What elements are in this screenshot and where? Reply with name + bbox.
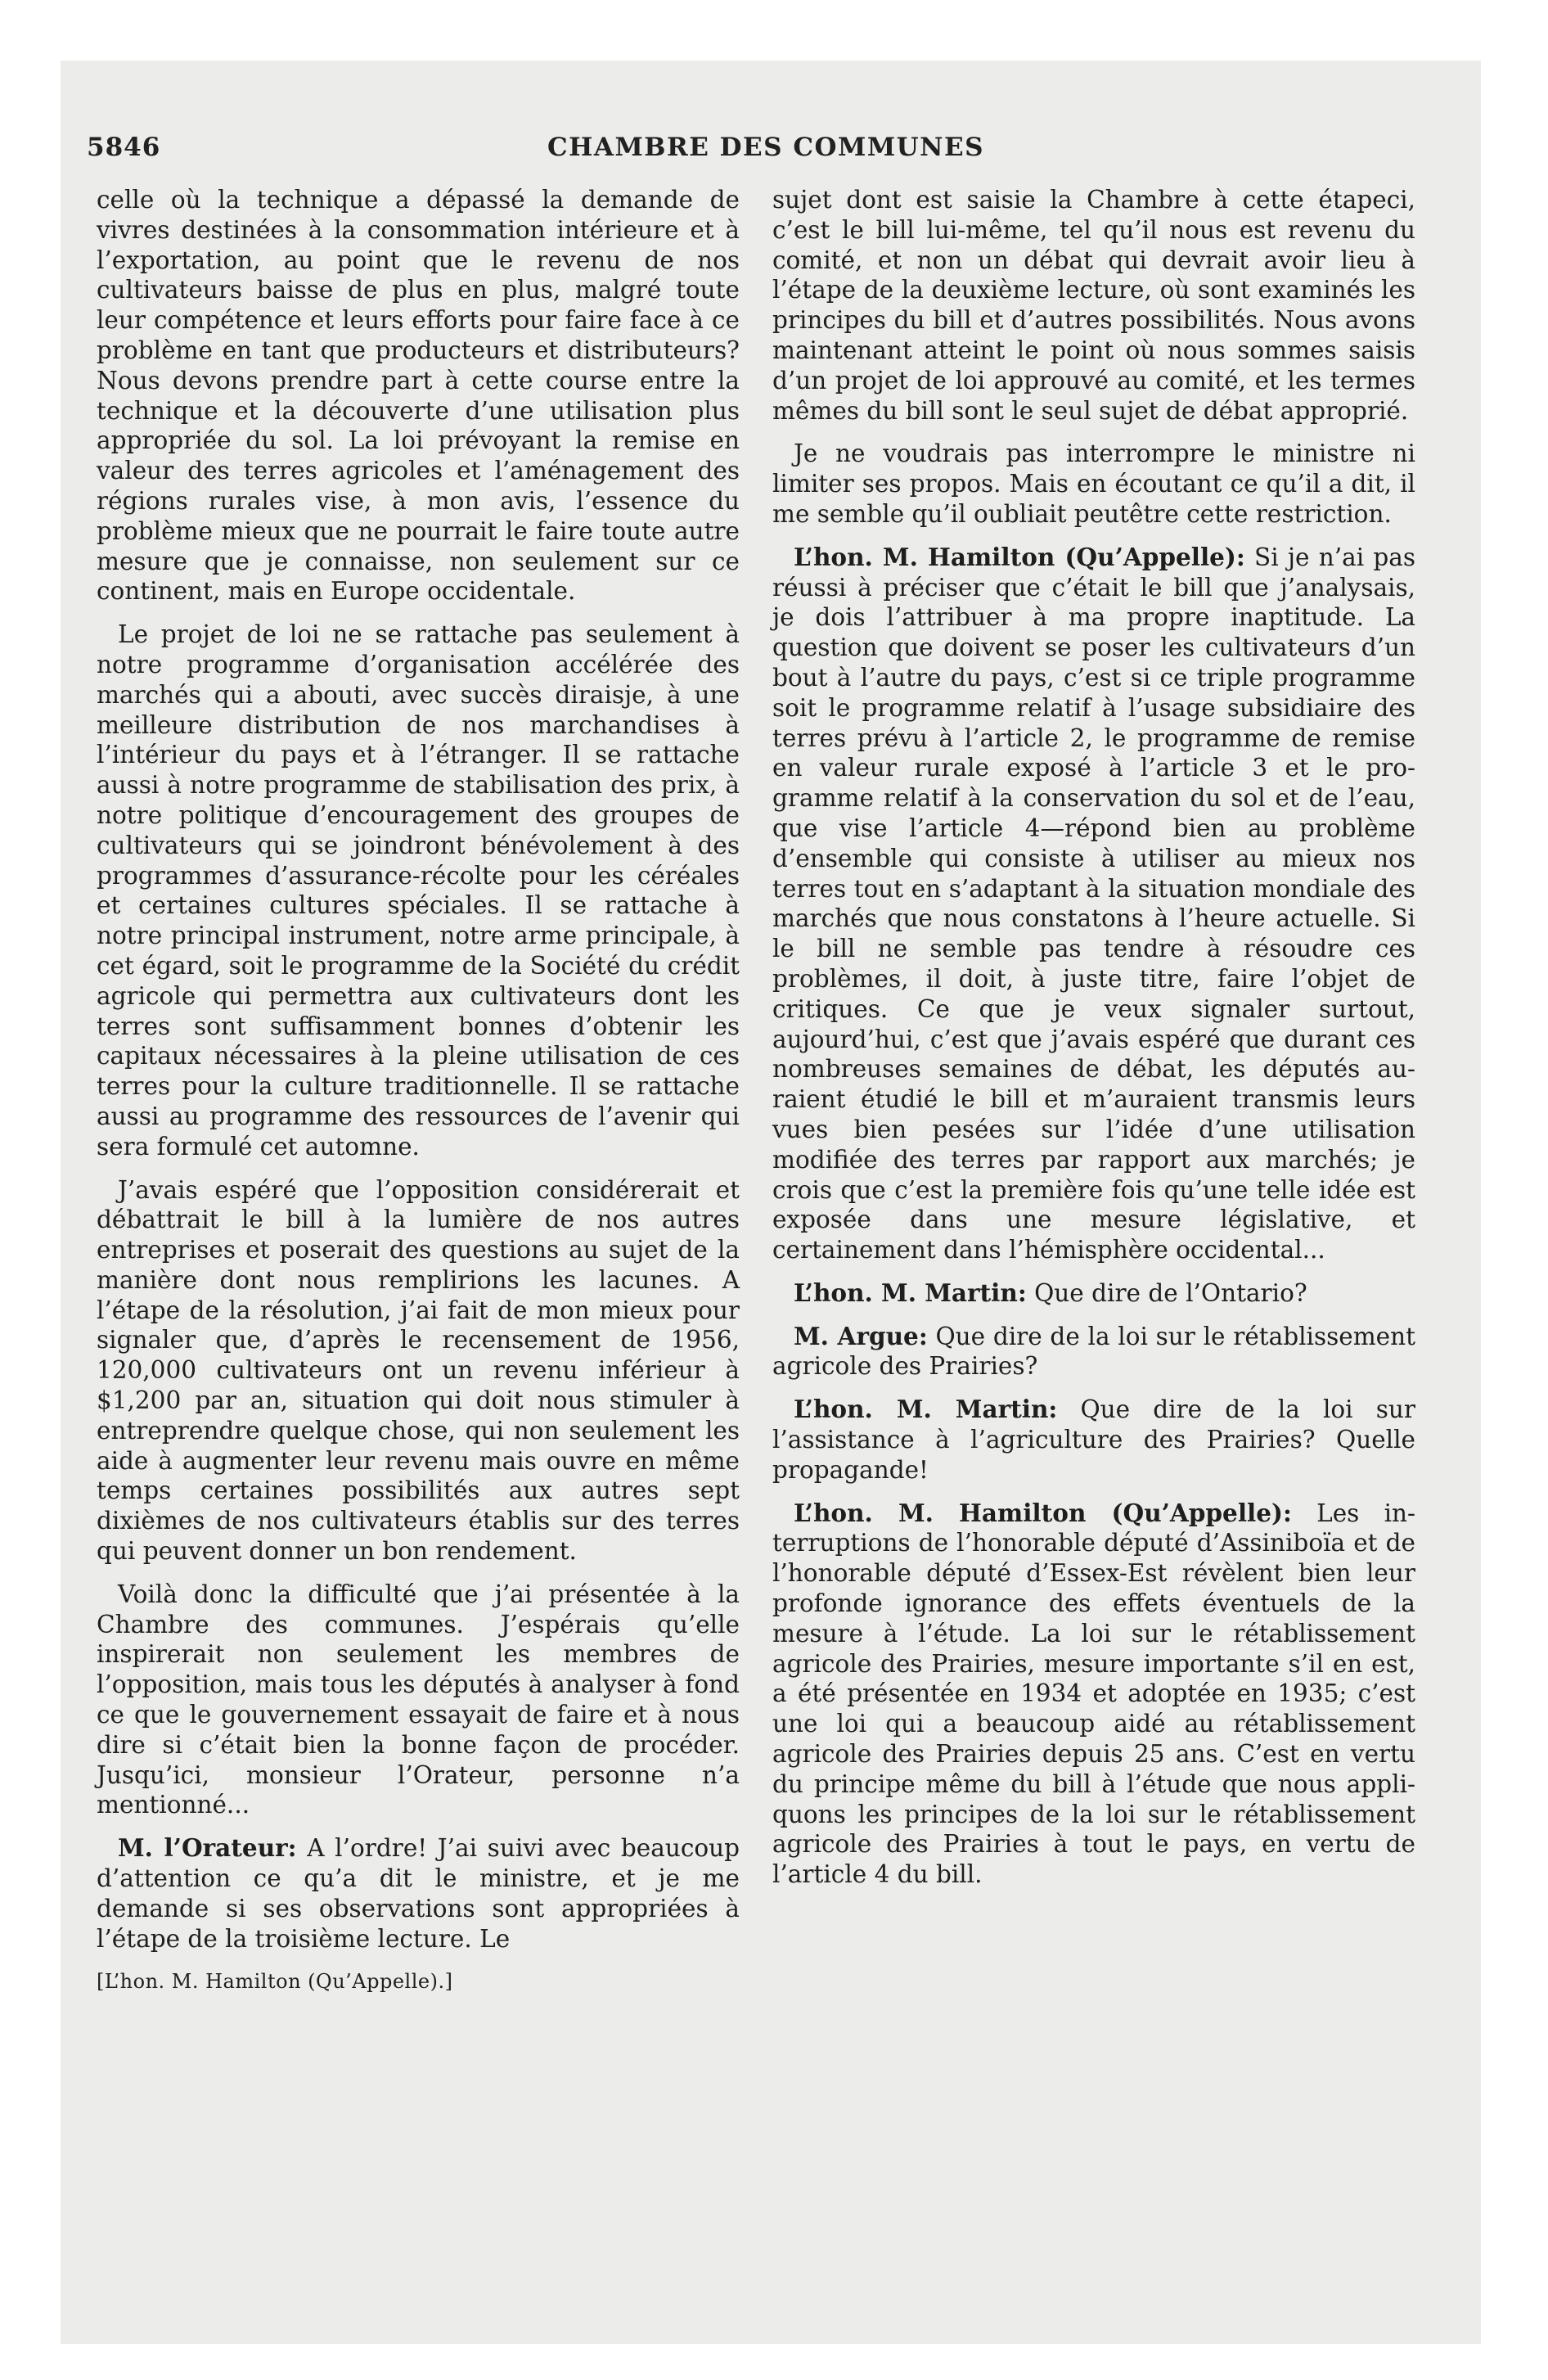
speech-text: Que dire de la loi sur le rétablissement agricole des Prairies? bbox=[772, 1322, 1415, 1381]
speech-text: Que dire de l’Ontario? bbox=[1026, 1278, 1307, 1307]
speech-paragraph bbox=[772, 1395, 1415, 1485]
speaker-name: L’hon. M. Martin: bbox=[794, 1278, 1027, 1307]
speech-text: Les interruptions de l’honorable député d’Assiniboïa et de l’honorable député d’Essex-Est révèlent bien leur profonde ignorance des effets éventuels de la mesure à l’étude. La loi sur le rétablissement agricole des Prairies, mesure importante s’il en est, a été présentée en 1934 et adoptée en 1935; c’est une loi qui a beaucoup aidé au rétablissement agricole des Prairies depuis 25 ans. C’est en vertu du principe même du bill à l’étude que nous appliquons les principes de la loi sur le rétablissement agricole des Prairies à tout le pays, en vertu de l’article 4 du bill. bbox=[772, 1499, 1415, 1889]
speech-text: A l’ordre! J’ai suivi avec beaucoup d’attention ce qu’a dit le ministre, et je me demande si ses observations sont appropriées à l’étape de la troisième lecture. Le bbox=[97, 1834, 740, 1953]
speaker-name: L’hon. M. Martin: bbox=[794, 1395, 1058, 1424]
speaker-name: L’hon. M. Hamilton (Qu’Appelle): bbox=[794, 542, 1245, 571]
paragraph: celle où la technique a dépassé la demande de vivres destinées à la consommation intérieure et à l’exportation, au point que le revenu de nos cultivateurs baisse de plus en plus, malgré toute leur compétence et leurs efforts pour faire face à ce problème en tant que producteurs et distributeurs? Nous devons prendre part à cette course entre la technique et la découverte d’une utilisation plus appropriée du sol. La loi prévoyant la remise en valeur des terres agricoles et l’aménagement des régions rurales vise, à mon avis, l’essence du problème mieux que ne pourrait le faire toute autre mesure que je connaisse, non seulement sur ce continent, mais en Europe occidentale. bbox=[97, 186, 740, 606]
speech-paragraph bbox=[97, 1833, 740, 1954]
page-number: 5846 bbox=[87, 133, 161, 162]
speaker-name: M. Argue: bbox=[794, 1321, 928, 1350]
speaker-name: L’hon. M. Hamilton (Qu’Appelle): bbox=[794, 1498, 1292, 1527]
speech-text: Si je n’ai pas réussi à préciser que c’était le bill que j’analysais, je dois l’attribuer à ma propre inaptitude. La question que doivent se poser les cultivateurs d’un bout à l’autre du pays, c’est si ce triple programme soit le programme relatif à l’usage subsidiaire des terres prévu à l’article 2, le programme de remise en valeur rurale exposé à l’article 3 et le programme relatif à la conservation du sol et de l’eau, que vise l’article 4—répond bien au problème d’ensemble qui consiste à utiliser au mieux nos terres tout en s’adaptant à la situation mondiale des marchés que nous constatons à l’heure actuelle. Si le bill ne semble pas tendre à résoudre ces problèmes, il doit, à juste titre, faire l’objet de critiques. Ce que je veux signaler surtout, aujourd’hui, c’est que j’avais espéré que durant ces nombreuses semaines de débat, les députés auraient étudié le bill et m’auraient transmis leurs vues bien pesées sur l’idée d’une utilisation modifiée des terres par rapport aux marchés; je crois que c’est la première fois qu’une telle idée est exposée dans une mesure législative, et certainement dans l’hémisphère occidental... bbox=[772, 543, 1415, 1264]
speech-paragraph bbox=[772, 1499, 1415, 1890]
running-head: CHAMBRE DES COMMUNES bbox=[547, 133, 985, 162]
paragraph: sujet dont est saisie la Chambre à cette étapeci, c’est le bill lui-même, tel qu’il nous est revenu du comité, et non un débat qui devrait avoir lieu à l’étape de la deuxième lecture, où sont examinés les principes du bill et d’autres possibilités. Nous avons maintenant atteint le point où nous sommes saisis d’un projet de loi approuvé au comité, et les termes mêmes du bill sont le seul sujet de débat approprié. bbox=[772, 186, 1415, 425]
speech-paragraph bbox=[772, 1278, 1415, 1309]
left-column bbox=[97, 185, 740, 2010]
speaker-name: M. l’Orateur: bbox=[118, 1833, 297, 1863]
speech-paragraph bbox=[772, 543, 1415, 1265]
speech-text: Que dire de la loi sur l’assistance à l’agriculture des Prairies? Quelle propagande! bbox=[772, 1395, 1415, 1484]
page-header bbox=[87, 133, 1445, 178]
speaker-attribution: [L’hon. M. Hamilton (Qu’Appelle).] bbox=[97, 1970, 453, 1994]
speech-paragraph bbox=[772, 1322, 1415, 1382]
paragraph: J’avais espéré que l’opposition considérerait et débattrait le bill à la lumière de nos autres entreprises et poserait des questions au sujet de la manière dont nous remplirions les lacunes. A l’étape de la résolution, j’ai fait de mon mieux pour signaler que, d’après le recensement de 1956, 120,000 cultivateurs ont un revenu inférieur à $1,200 par an, situation qui doit nous stimuler à entreprendre quelque chose, qui non seulement les aide à augmenter leur revenu mais ouvre en même temps certaines possibilités aux autres sept dixièmes de nos cultivateurs établis sur des terres qui peuvent donner un bon rendement. bbox=[97, 1175, 740, 1566]
right-column bbox=[772, 185, 1415, 1903]
paragraph: Voilà donc la difficulté que j’ai présentée à la Chambre des communes. J’espérais qu’elle inspirerait non seulement les membres de l’opposition, mais tous les députés à analyser à fond ce que le gouvernement essayait de faire et à nous dire si c’était bien la bonne façon de procéder. Jusqu’ici, monsieur l’Orateur, personne n’a mentionné... bbox=[97, 1580, 740, 1819]
paragraph: Je ne voudrais pas interrompre le ministre ni limiter ses propos. Mais en écoutant ce qu’il a dit, il me semble qu’il oubliait peutêtre cette restriction. bbox=[772, 439, 1415, 528]
paragraph: Le projet de loi ne se rattache pas seulement à notre programme d’organisation accélérée des marchés qui a abouti, avec succès diraisje, à une meilleure distribution de nos marchandises à l’intérieur du pays et à l’étranger. Il se rattache aussi à notre programme de stabilisation des prix, à notre politique d’encouragement des groupes de cultivateurs qui se joindront bénévolement à des programmes d’assurance-récolte pour les céréales et certaines cultures spéciales. Il se rattache à notre principal instrument, notre arme principale, à cet égard, soit le programme de la Société du crédit agricole qui permettra aux cultivateurs dont les terres sont suffisamment bonnes d’obtenir les capitaux nécessaires à la pleine utilisation de ces terres pour la culture traditionnelle. Il se rattache aussi au programme des ressources de l’avenir qui sera formulé cet automne. bbox=[97, 620, 740, 1161]
